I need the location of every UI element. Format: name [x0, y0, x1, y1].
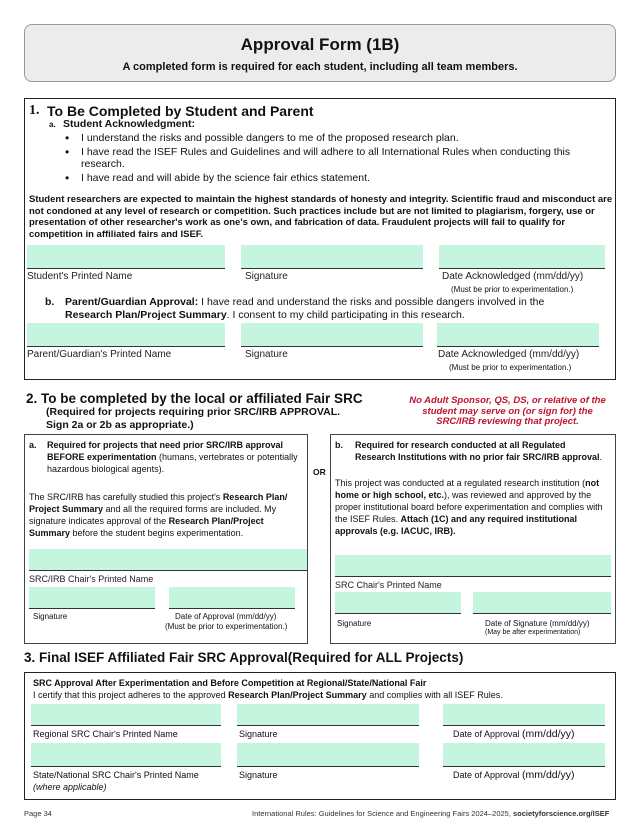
state-chair-note: (where applicable): [33, 782, 107, 792]
src-chair-name-label: SRC Chair's Printed Name: [335, 580, 442, 590]
section-1b-marker: b.: [45, 296, 55, 308]
form-header: [24, 24, 616, 82]
section-2-subtitle-2: Sign 2a or 2b as appropriate.): [46, 419, 194, 431]
student-date-label: Date Acknowledged (mm/dd/yy): [442, 271, 584, 282]
src-irb-chair-name-label: SRC/IRB Chair's Printed Name: [29, 574, 154, 584]
section-2b-marker: b.: [335, 440, 343, 450]
parent-date-label: Date Acknowledged (mm/dd/yy): [438, 349, 580, 360]
src-chair-signature-field[interactable]: [335, 592, 461, 614]
parent-approval-title: Parent/Guardian Approval:: [65, 296, 199, 308]
footer-citation: International Rules: Guidelines for Science and Engineering Fairs 2024–2025, societyforscience.org/ISEF: [252, 809, 610, 818]
form-subtitle: A completed form is required for each student, including all team members.: [122, 61, 518, 73]
state-signature-label: Signature: [239, 770, 278, 780]
section-3-box-title: SRC Approval After Experimentation and Before Competition at Regional/State/National Fair: [33, 678, 427, 688]
section-2-subtitle-1: (Required for projects requiring prior SRC/IRB APPROVAL.: [46, 406, 341, 418]
regional-chair-name-field[interactable]: [31, 704, 221, 726]
section-2a-box: [24, 434, 308, 644]
or-divider: OR: [313, 467, 326, 477]
src-irb-signature-field[interactable]: [29, 587, 155, 609]
src-chair-name-field[interactable]: [335, 555, 611, 577]
student-signature-field[interactable]: [241, 245, 423, 269]
section-1-box: [24, 98, 616, 380]
ack-bullet-list: [61, 132, 601, 186]
section-3-title: 3. Final ISEF Affiliated Fair SRC Approval(Required for ALL Projects): [24, 650, 464, 665]
parent-approval-text: Parent/Guardian Approval: I have read and understand the risks and possible dangers involved in the Research Plan/Project Summary. I consent to my child participating in this research.: [65, 296, 545, 321]
regional-signature-label: Signature: [239, 729, 278, 739]
parent-date-note: (Must be prior to experimentation.): [449, 363, 572, 372]
section-2b-box: [330, 434, 616, 644]
section-2b-body: This project was conducted at a regulated research institution (not home or high school, etc.), was reviewed and approved by the proper institutional board before experimentation and complies with the ISEF Rules. Attach (1C) and any required institutional approvals (e.g. IACUC, IRB).: [335, 478, 603, 536]
parent-date-field[interactable]: [437, 323, 599, 347]
src-irb-date-label: Date of Approval (mm/dd/yy): [175, 612, 277, 621]
section-2-conflict-note: No Adult Sponsor, QS, DS, or relative of the student may serve on (or sign for) the SRC/IRB reviewing that project.: [409, 395, 606, 427]
section-1a-marker: a.: [49, 120, 56, 129]
section-2a-heading: Required for projects that need prior SRC/IRB approval BEFORE experimentation (humans, vertebrates or potentially hazardous biological agents).: [47, 440, 298, 474]
state-signature-field[interactable]: [237, 743, 419, 767]
footer-page-number: Page 34: [24, 809, 52, 818]
section-1-title: To Be Completed by Student and Parent: [47, 103, 314, 119]
section-1-number: 1.: [29, 103, 40, 118]
src-chair-signature-label: Signature: [337, 619, 372, 628]
ack-bullet-1: • I understand the risks and possible dangers to me of the proposed research plan.: [61, 132, 601, 144]
state-date-label: Date of Approval (mm/dd/yy): [453, 769, 575, 781]
student-date-field[interactable]: [439, 245, 605, 269]
src-chair-date-field[interactable]: [473, 592, 611, 614]
state-date-field[interactable]: [443, 743, 605, 767]
student-ack-title: Student Acknowledgment:: [63, 118, 196, 130]
src-chair-date-note: (May be after experimentation): [485, 629, 581, 636]
form-title: Approval Form (1B): [240, 35, 400, 54]
section-3-certify: I certify that this project adheres to the approved Research Plan/Project Summary and complies with all ISEF Rules.: [33, 690, 503, 700]
section-2-title: 2. To be completed by the local or affiliated Fair SRC: [26, 391, 363, 406]
src-irb-date-note: (Must be prior to experimentation.): [165, 622, 288, 631]
state-chair-name-field[interactable]: [31, 743, 221, 767]
student-name-field[interactable]: [27, 245, 225, 269]
footer-url[interactable]: societyforscience.org/ISEF: [513, 809, 610, 818]
section-2a-marker: a.: [29, 440, 37, 450]
regional-date-field[interactable]: [443, 704, 605, 726]
ack-bullet-3: • I have read and will abide by the science fair ethics statement.: [61, 172, 601, 184]
regional-date-label: Date of Approval (mm/dd/yy): [453, 728, 575, 740]
src-irb-chair-name-field[interactable]: [29, 549, 307, 571]
regional-chair-name-label: Regional SRC Chair's Printed Name: [33, 729, 178, 739]
section-3-box: [24, 672, 616, 800]
parent-name-label: Parent/Guardian's Printed Name: [27, 349, 172, 360]
parent-name-field[interactable]: [27, 323, 225, 347]
integrity-statement: Student researchers are expected to maintain the highest standards of honesty and integrity. Scientific fraud and misconduct are not condoned at any level of research or competition. Such practices include but are not limited to plagiarism, forgery, use or presentation of other researcher's work as one's own, and fabrication of data. Fraudulent projects will fail to qualify for competition in affiliated fairs and ISEF.: [29, 194, 613, 240]
ack-bullet-2: • I have read the ISEF Rules and Guidelines and will adhere to all International Rules when conducting this research.: [61, 146, 601, 170]
src-chair-date-label: Date of Signature (mm/dd/yy): [485, 619, 590, 628]
regional-signature-field[interactable]: [237, 704, 419, 726]
student-date-note: (Must be prior to experimentation.): [451, 285, 574, 294]
student-name-label: Student's Printed Name: [27, 271, 133, 282]
src-irb-signature-label: Signature: [33, 612, 68, 621]
state-chair-name-label: State/National SRC Chair's Printed Name: [33, 770, 199, 780]
student-signature-label: Signature: [245, 271, 288, 282]
parent-signature-field[interactable]: [241, 323, 423, 347]
section-2a-body: The SRC/IRB has carefully studied this project's Research Plan/ Project Summary and all the required forms are included. My signature indicates approval of the Research Plan/Project Summary before the student begins experimentation.: [29, 492, 288, 538]
section-2b-heading: Required for research conducted at all Regulated Research Institutions with no prior fair SRC/IRB approval.: [355, 440, 603, 462]
src-irb-date-field[interactable]: [169, 587, 295, 609]
parent-signature-label: Signature: [245, 349, 288, 360]
